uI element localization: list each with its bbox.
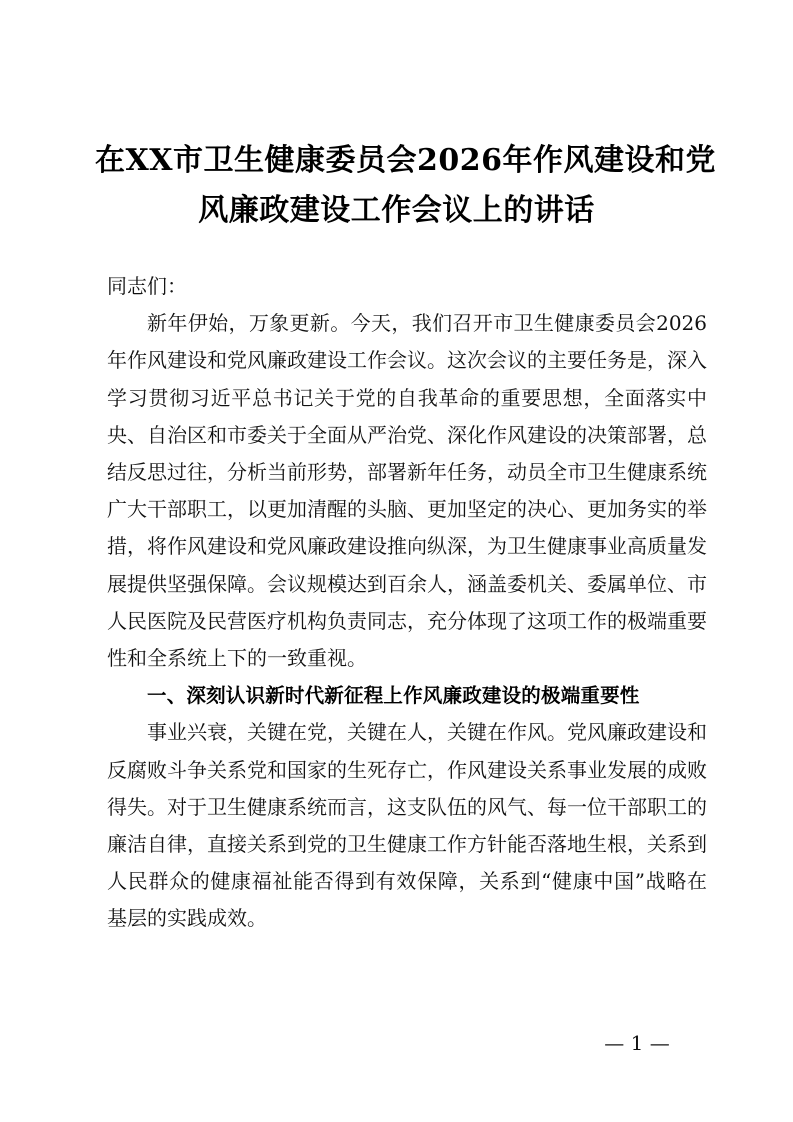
paragraph-opening: 新年伊始，万象更新。今天，我们召开市卫生健康委员会2026年作风建设和党风廉政建设工作会议。这次会议的主要任务是，深入学习贯彻习近平总书记关于党的自我革命的重要思想，全面落实中央、自治区和市委关于全面从严治党、深化作风建设的决策部署，总结反思过往，分析当前形势，部署新年任务，动员全市卫生健康系统广大干部职工，以更加清醒的头脑、更加坚定的决心、更加务实的举措，将作风建设和党风廉政建设推向纵深，为卫生健康事业高质量发展提供坚强保障。会议规模达到百余人，涵盖委机关、委属单位、市人民医院及民营医疗机构负责同志，充分体现了这项工作的极端重要性和全系统上下的一致重视。	[107, 311, 707, 671]
title-line-2: 风廉政建设工作会议上的讲话	[198, 193, 595, 228]
document-body	[107, 268, 707, 938]
section-heading-1: 一、深刻认识新时代新征程上作风廉政建设的极端重要性	[147, 684, 640, 708]
title-line-1: 在XX市卫生健康委员会2026年作风建设和党	[95, 143, 717, 178]
page-number: — 1 —	[604, 1031, 670, 1055]
salutation: 同志们：	[107, 274, 187, 298]
paragraph-section-1: 事业兴衰，关键在党，关键在人，关键在作风。党风廉政建设和反腐败斗争关系党和国家的生死存亡，作风建设关系事业发展的成败得失。对于卫生健康系统而言，这支队伍的风气、每一位干部职工的廉洁自律，直接关系到党的卫生健康工作方针能否落地生根，关系到人民群众的健康福祉能否得到有效保障，关系到“健康中国”战略在基层的实践成效。	[107, 720, 707, 931]
document-title	[95, 136, 717, 236]
